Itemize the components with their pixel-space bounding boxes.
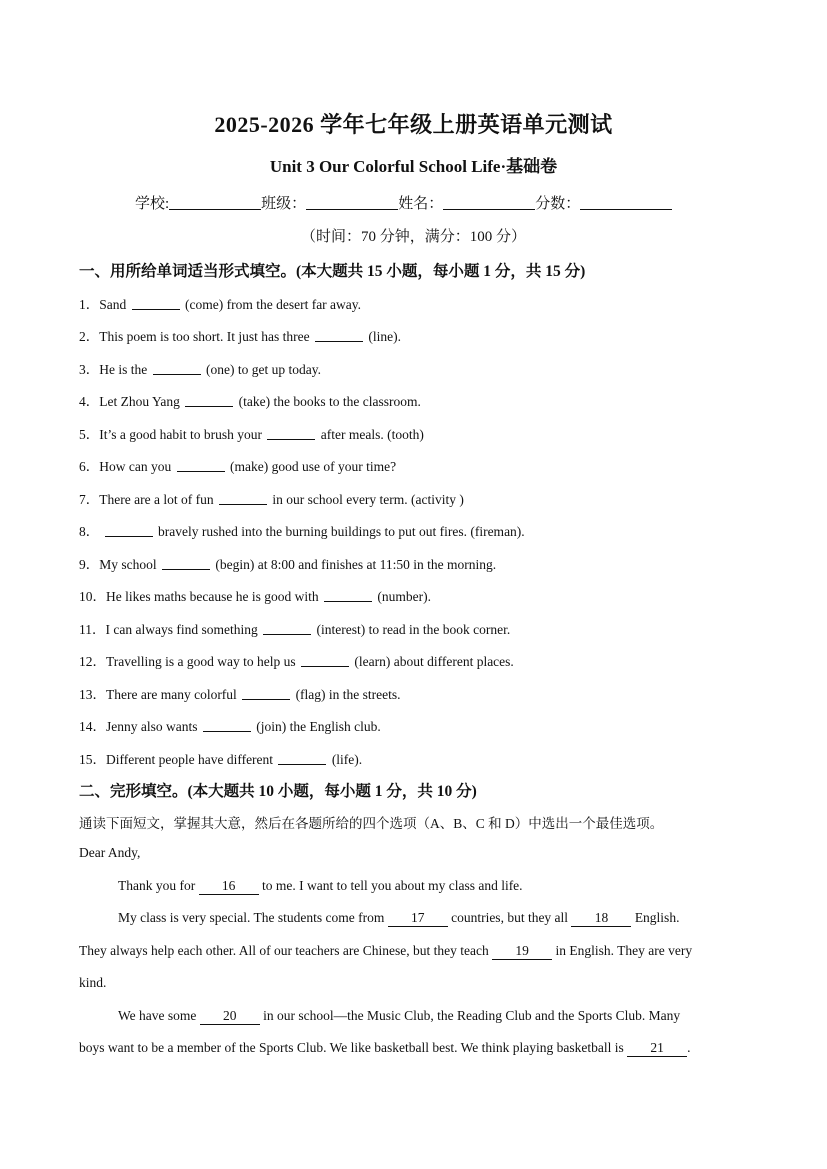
passage-line-3	[79, 943, 692, 960]
question-text: 4．Let Zhou Yang	[79, 394, 180, 409]
score-label: 分数：	[535, 196, 581, 212]
score-blank	[580, 195, 672, 210]
answer-blank	[267, 427, 315, 440]
passage-text: in English. They are very	[555, 943, 693, 958]
answer-blank	[324, 589, 372, 602]
question-7	[79, 488, 464, 508]
passage-line-2	[118, 910, 679, 927]
answer-blank	[219, 492, 267, 505]
question-text: 3．He is the	[79, 362, 148, 377]
question-text: 7．There are a lot of fun	[79, 492, 214, 507]
question-text: (learn) about different places.	[354, 654, 514, 669]
question-text: 15．Different people have different	[79, 752, 274, 767]
question-text: 14．Jenny also wants	[79, 719, 198, 734]
question-1	[79, 293, 361, 313]
question-text: (flag) in the streets.	[295, 687, 401, 702]
passage-text: They always help each other. All of our teachers are Chinese, but they teach	[79, 943, 489, 958]
question-text: 5．It’s a good habit to brush your	[79, 427, 262, 442]
question-15	[79, 748, 362, 768]
passage-line-5	[118, 1008, 680, 1025]
answer-blank	[278, 752, 326, 765]
question-9	[79, 553, 496, 573]
question-text: (join) the English club.	[256, 719, 381, 734]
cloze-blank-18: 18	[571, 910, 631, 927]
answer-blank	[301, 654, 349, 667]
question-2	[79, 325, 401, 345]
question-text: (take) the books to the classroom.	[238, 394, 421, 409]
question-11	[79, 618, 510, 638]
question-12	[79, 650, 514, 670]
section2-instruction: 通读下面短文，掌握其大意，然后在各题所给的四个选项（A、B、C 和 D）中选出一个最佳选项。	[79, 816, 664, 831]
question-text: 11．I can always find something	[79, 622, 258, 637]
answer-blank	[315, 329, 363, 342]
question-text: 1．Sand	[79, 297, 127, 312]
section1-heading: 一、用所给单词适当形式填空。(本大题共 15 小题，每小题 1 分，共 15 分)	[79, 263, 586, 280]
question-8	[79, 520, 525, 540]
question-10	[79, 585, 431, 605]
page-subtitle: Unit 3 Our Colorful School Life·基础卷	[269, 157, 558, 176]
question-14	[79, 715, 381, 735]
question-5	[79, 423, 424, 443]
question-text: (begin) at 8:00 and finishes at 11:50 in the morning.	[215, 557, 497, 572]
question-text: 2．This poem is too short. It just has three	[79, 329, 310, 344]
question-text: 10．He likes maths because he is good with	[79, 589, 319, 604]
question-4	[79, 390, 421, 410]
question-text: (one) to get up today.	[206, 362, 321, 377]
answer-blank	[105, 524, 153, 537]
school-blank	[169, 195, 261, 210]
time-info: （时间：70 分钟，满分：100 分）	[300, 229, 526, 245]
question-text: 9．My school	[79, 557, 157, 572]
answer-blank	[203, 719, 251, 732]
name-label: 姓名：	[398, 196, 444, 212]
cloze-blank-21: 21	[627, 1040, 687, 1057]
cloze-blank-19: 19	[492, 943, 552, 960]
question-13	[79, 683, 401, 703]
question-text: 12．Travelling is a good way to help us	[79, 654, 296, 669]
passage-text: We have some	[118, 1008, 197, 1023]
passage-line-6	[79, 1040, 690, 1057]
question-6	[79, 455, 396, 475]
passage-text: English.	[634, 910, 680, 925]
question-text: bravely rushed into the burning buildings to put out fires. (fireman).	[158, 524, 525, 539]
class-blank	[306, 195, 398, 210]
answer-blank	[153, 362, 201, 375]
passage-text: in our school—the Music Club, the Reading Club and the Sports Club. Many	[263, 1008, 681, 1023]
passage-text: Thank you for	[118, 878, 196, 893]
answer-blank	[242, 687, 290, 700]
cloze-blank-17: 17	[388, 910, 448, 927]
answer-blank	[263, 622, 311, 635]
cloze-blank-16: 16	[199, 878, 259, 895]
question-text: (life).	[331, 752, 363, 767]
question-text: 13．There are many colorful	[79, 687, 237, 702]
passage-text: to me. I want to tell you about my class and life.	[261, 878, 523, 893]
question-text: after meals. (tooth)	[320, 427, 424, 442]
question-3	[79, 358, 321, 378]
passage-line-4: kind.	[79, 975, 107, 990]
passage-line-1	[118, 878, 523, 895]
answer-blank	[132, 297, 180, 310]
passage-text: boys want to be a member of the Sports Club. We like basketball best. We think playing basketball is	[79, 1040, 624, 1055]
passage-text: .	[687, 1040, 691, 1055]
cloze-blank-20: 20	[200, 1008, 260, 1025]
question-text: (interest) to read in the book corner.	[316, 622, 511, 637]
question-text: in our school every term. (activity )	[272, 492, 464, 507]
passage-text: countries, but they all	[451, 910, 569, 925]
question-text: (come) from the desert far away.	[185, 297, 362, 312]
letter-greeting: Dear Andy,	[79, 845, 141, 860]
answer-blank	[162, 557, 210, 570]
student-info-row	[135, 192, 672, 213]
answer-blank	[185, 394, 233, 407]
class-label: 班级：	[261, 196, 307, 212]
answer-blank	[177, 459, 225, 472]
question-text: 8．	[79, 524, 100, 539]
school-label: 学校:	[135, 196, 170, 212]
name-blank	[443, 195, 535, 210]
question-text: 6．How can you	[79, 459, 172, 474]
question-text: (make) good use of your time?	[229, 459, 397, 474]
passage-text: My class is very special. The students come from	[118, 910, 385, 925]
page-title: 2025-2026 学年七年级上册英语单元测试	[214, 112, 613, 137]
question-text: (number).	[377, 589, 431, 604]
section2-heading: 二、完形填空。(本大题共 10 小题，每小题 1 分，共 10 分)	[79, 783, 477, 800]
question-text: (line).	[368, 329, 401, 344]
